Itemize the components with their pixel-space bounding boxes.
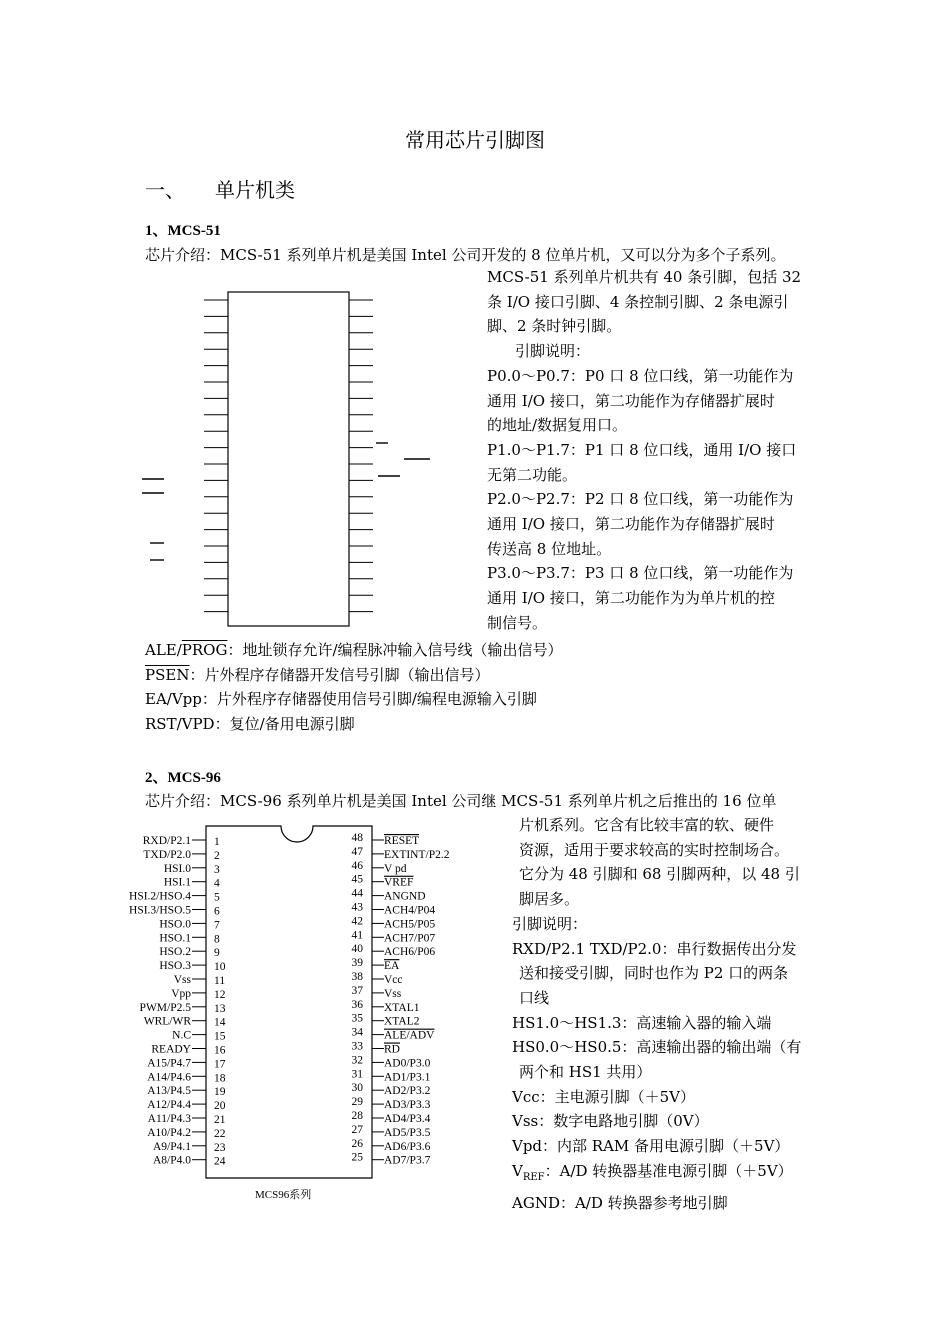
pin-number-left: 22 — [214, 1127, 226, 1140]
pin-desc: ：片外程序存储器开发信号引脚（输出信号） — [189, 665, 490, 684]
pin-number-left: 15 — [214, 1030, 226, 1043]
page-title: 常用芯片引脚图 — [405, 128, 545, 152]
pin-label-right: ANGND — [384, 890, 426, 903]
mcs51-intro: 芯片介绍：MCS-51 系列单片机是美国 Intel 公司开发的 8 位单片机，又可以分为多个子系列。 — [145, 246, 786, 264]
description-line: 它分为 48 引脚和 68 引脚两种，以 48 引 — [519, 865, 800, 884]
pin-label-right: RD — [384, 1043, 400, 1056]
description-line: P3.0～P3.7：P3 口 8 位口线，第一功能作为 — [487, 564, 794, 583]
pin-label-left: A9/P4.1 — [152, 1140, 191, 1153]
pin-label-left: HSO.1 — [159, 932, 191, 945]
pin-label-right: V pd — [384, 862, 407, 875]
description-line: Vpd：内部 RAM 备用电源引脚（＋5V） — [512, 1137, 790, 1156]
pin-label-left: A11/P4.3 — [147, 1113, 191, 1125]
description-line: 条 I/O 接口引脚、4 条控制引脚、2 条电源引 — [487, 292, 789, 311]
pin-label-left: A10/P4.2 — [147, 1126, 191, 1139]
pin-label-right: ALE/ADV — [384, 1029, 435, 1042]
pin-number-right: 26 — [351, 1137, 363, 1150]
pin-label-right: ACH6/P06 — [384, 946, 436, 959]
pin-number-right: 37 — [351, 984, 363, 997]
pin-label-right: ACH4/P04 — [384, 904, 436, 917]
pin-label-left: HSO.0 — [159, 918, 191, 931]
pin-label-right: EA — [384, 960, 400, 973]
pin-name-overline: PSEN — [145, 665, 190, 684]
section-number: 一、 — [145, 178, 185, 202]
pin-label-left: WRL/WR — [143, 1015, 191, 1028]
description-line: 脚居多。 — [519, 890, 580, 909]
pin-label-right: AD2/P3.2 — [384, 1085, 431, 1098]
description-line: 无第二功能。 — [487, 465, 578, 484]
pin-number-left: 16 — [214, 1044, 226, 1057]
pin-number-right: 36 — [351, 998, 363, 1011]
description-line: 通用 I/O 接口，第二功能作为为单片机的控 — [487, 589, 775, 608]
description-line: P2.0～P2.7：P2 口 8 位口线，第一功能作为 — [487, 490, 794, 509]
pin-number-left: 7 — [214, 919, 220, 932]
mcs51-chip-diagram — [138, 288, 438, 634]
pin-label-left: Vpp — [171, 987, 191, 1000]
pin-number-left: 17 — [214, 1058, 226, 1071]
pin-desc-line — [145, 638, 563, 663]
pin-number-right: 32 — [351, 1054, 363, 1067]
description-line: 两个和 HS1 共用） — [519, 1063, 652, 1082]
description-line: HS1.0～HS1.3：高速输入器的输入端 — [512, 1013, 772, 1032]
overbar-marks — [142, 443, 430, 560]
pin-label-right: AD0/P3.0 — [384, 1057, 431, 1070]
pin-label-left: TXD/P2.0 — [143, 848, 191, 861]
pin-desc: ：地址锁存允许/编程脉冲输入信号线（输出信号） — [227, 641, 563, 659]
pin-label-left: HSI.1 — [163, 876, 191, 889]
pin-label-left: HSI.3/HSO.5 — [129, 904, 191, 917]
mcs96-chip-diagram — [110, 820, 460, 1210]
mcs51-chip-body — [228, 292, 349, 626]
pin-label-right: Vcc — [384, 974, 403, 986]
line-text: V — [512, 1161, 523, 1180]
description-line: 传送高 8 位地址。 — [487, 539, 612, 558]
pin-number-left: 24 — [214, 1155, 226, 1168]
pin-number-right: 40 — [351, 943, 363, 956]
pin-number-right: 45 — [351, 873, 363, 886]
pin-number-right: 39 — [351, 957, 363, 970]
description-line: RXD/P2.1 TXD/P2.0：串行数据传出分发 — [512, 939, 797, 958]
subscript-text: REF — [522, 1171, 545, 1183]
pin-desc-line — [145, 712, 563, 737]
pin-label-right: AD5/P3.5 — [384, 1126, 431, 1139]
pin-number-right: 41 — [351, 929, 363, 942]
pin-label-right: AD1/P3.1 — [384, 1071, 431, 1084]
pin-number-right: 43 — [351, 901, 363, 914]
pin-number-left: 13 — [214, 1002, 226, 1015]
pin-desc: ：片外程序存储器使用信号引脚/编程电源输入引脚 — [201, 690, 537, 709]
mcs96-intro: 芯片介绍：MCS-96 系列单片机是美国 Intel 公司继 MCS-51 系列单片机之后推出的 16 位单 — [145, 792, 777, 810]
pin-label-right: AD6/P3.6 — [384, 1140, 431, 1153]
pin-number-right: 47 — [351, 845, 363, 858]
pin-name: EA/Vpp — [145, 690, 202, 709]
pin-label-left: HSO.2 — [159, 946, 191, 959]
pin-number-left: 12 — [214, 988, 226, 1001]
pin-desc-line — [145, 663, 563, 688]
pin-label-right: EXTINT/P2.2 — [384, 848, 450, 861]
description-line: MCS-51 系列单片机共有 40 条引脚，包括 32 — [487, 268, 802, 286]
description-line: P1.0～P1.7：P1 口 8 位口线，通用 I/O 接口 — [487, 440, 797, 459]
pin-label-left: A15/P4.7 — [147, 1057, 191, 1070]
pin-number-left: 20 — [214, 1100, 226, 1113]
pin-number-left: 18 — [214, 1072, 226, 1085]
pin-number-right: 31 — [351, 1068, 363, 1081]
pin-number-left: 6 — [214, 905, 220, 918]
line-text: ：A/D 转换器基准电源引脚（＋5V） — [544, 1161, 793, 1180]
pin-label-right: AD3/P3.3 — [384, 1099, 431, 1112]
pin-number-left: 10 — [214, 961, 226, 974]
mcs96-description — [512, 813, 812, 1215]
pin-label-left: A14/P4.6 — [147, 1071, 191, 1084]
pin-number-right: 25 — [351, 1151, 363, 1164]
section-heading — [145, 174, 295, 203]
description-line: 口线 — [519, 988, 550, 1007]
pin-label-right: XTAL2 — [384, 1015, 420, 1028]
pin-label-left: PWM/P2.5 — [139, 1001, 191, 1014]
mcs51-description — [487, 265, 807, 636]
pin-number-right: 44 — [351, 887, 363, 900]
pin-number-left: 8 — [214, 933, 220, 946]
pin-number-right: 38 — [351, 971, 363, 983]
description-line: P0.0～P0.7：P0 口 8 位口线，第一功能作为 — [487, 366, 794, 385]
pin-label-left: Vss — [173, 974, 191, 986]
pin-number-right: 35 — [351, 1012, 363, 1025]
description-line: Vcc：主电源引脚（＋5V） — [512, 1087, 696, 1106]
pin-label-right: VREF — [384, 876, 414, 889]
description-line: 送和接受引脚，同时也作为 P2 口的两条 — [519, 964, 789, 983]
mcs51-pin-list — [145, 638, 563, 737]
pin-label-left: READY — [151, 1043, 191, 1056]
pin-number-left: 19 — [214, 1086, 226, 1099]
pin-label-right: ACH7/P07 — [384, 932, 436, 945]
pin-label-left: N.C — [172, 1029, 191, 1042]
pin-label-left: HSO.3 — [159, 960, 191, 973]
pin-number-right: 34 — [351, 1026, 363, 1039]
pin-number-left: 21 — [214, 1114, 226, 1126]
mcs96-chip-body — [206, 826, 372, 1178]
mcs96-heading: 2、MCS-96 — [145, 770, 221, 786]
pin-number-left: 4 — [214, 877, 220, 890]
pin-number-right: 33 — [351, 1040, 363, 1053]
pin-number-right: 28 — [351, 1110, 363, 1122]
description-line: 通用 I/O 接口，第二功能作为存储器扩展时 — [487, 391, 775, 410]
pin-label-right: XTAL1 — [384, 1001, 420, 1014]
description-line: 引脚说明： — [512, 914, 588, 933]
description-line: 资源，适用于要求较高的实时控制场合。 — [519, 840, 790, 859]
description-line: 片机系列。它含有比较丰富的软、硬件 — [519, 816, 775, 834]
description-line: AGND：A/D 转换器参考地引脚 — [512, 1193, 728, 1212]
pin-number-left: 11 — [214, 975, 226, 987]
pin-label-left: A13/P4.5 — [147, 1085, 191, 1098]
pin-desc-line — [145, 687, 563, 712]
pin-name: RST/VPD — [145, 715, 215, 734]
pin-number-left: 3 — [214, 863, 220, 876]
pin-number-right: 30 — [351, 1082, 363, 1095]
pin-label-right: ACH5/P05 — [384, 918, 436, 931]
pin-label-left: A8/P4.0 — [152, 1154, 191, 1167]
pin-number-left: 14 — [214, 1016, 226, 1029]
pin-number-right: 42 — [351, 915, 363, 928]
section-label: 单片机类 — [215, 178, 295, 202]
pin-label-right: AD7/P3.7 — [384, 1154, 431, 1167]
pin-label-right: Vss — [384, 987, 402, 1000]
mcs51-heading: 1、MCS-51 — [145, 223, 221, 239]
pin-number-right: 29 — [351, 1096, 363, 1109]
description-line: 制信号。 — [487, 613, 548, 632]
pin-number-left: 9 — [214, 947, 220, 960]
pin-number-right: 48 — [351, 832, 363, 844]
pin-number-right: 46 — [351, 859, 363, 872]
pin-number-right: 27 — [351, 1123, 363, 1136]
pin-name-overline: PROG — [181, 641, 228, 659]
pin-label-left: RXD/P2.1 — [142, 835, 191, 847]
pin-number-left: 1 — [214, 836, 220, 848]
pin-label-left: HSI.2/HSO.4 — [129, 890, 191, 903]
description-line: 脚、2 条时钟引脚。 — [487, 317, 622, 336]
pin-desc: ：复位/备用电源引脚 — [214, 715, 355, 734]
pin-label-right: RESET — [384, 835, 420, 847]
description-line: 通用 I/O 接口，第二功能作为存储器扩展时 — [487, 515, 775, 534]
mcs96-caption: MCS96系列 — [255, 1189, 312, 1201]
pin-name: ALE/ — [145, 641, 182, 659]
description-line — [512, 1159, 812, 1191]
pin-label-right: AD4/P3.4 — [384, 1113, 431, 1125]
description-line: HS0.0～HS0.5：高速输出器的输出端（有 — [512, 1038, 802, 1057]
pin-number-left: 2 — [214, 849, 220, 862]
pin-label-left: A12/P4.4 — [147, 1099, 191, 1112]
description-line: 的地址/数据复用口。 — [487, 416, 628, 435]
pin-number-left: 5 — [214, 891, 220, 904]
pin-label-left: HSI.0 — [163, 862, 191, 875]
description-line: 引脚说明： — [515, 342, 591, 361]
description-line: Vss：数字电路地引脚（0V） — [512, 1112, 709, 1131]
pin-number-left: 23 — [214, 1141, 226, 1154]
